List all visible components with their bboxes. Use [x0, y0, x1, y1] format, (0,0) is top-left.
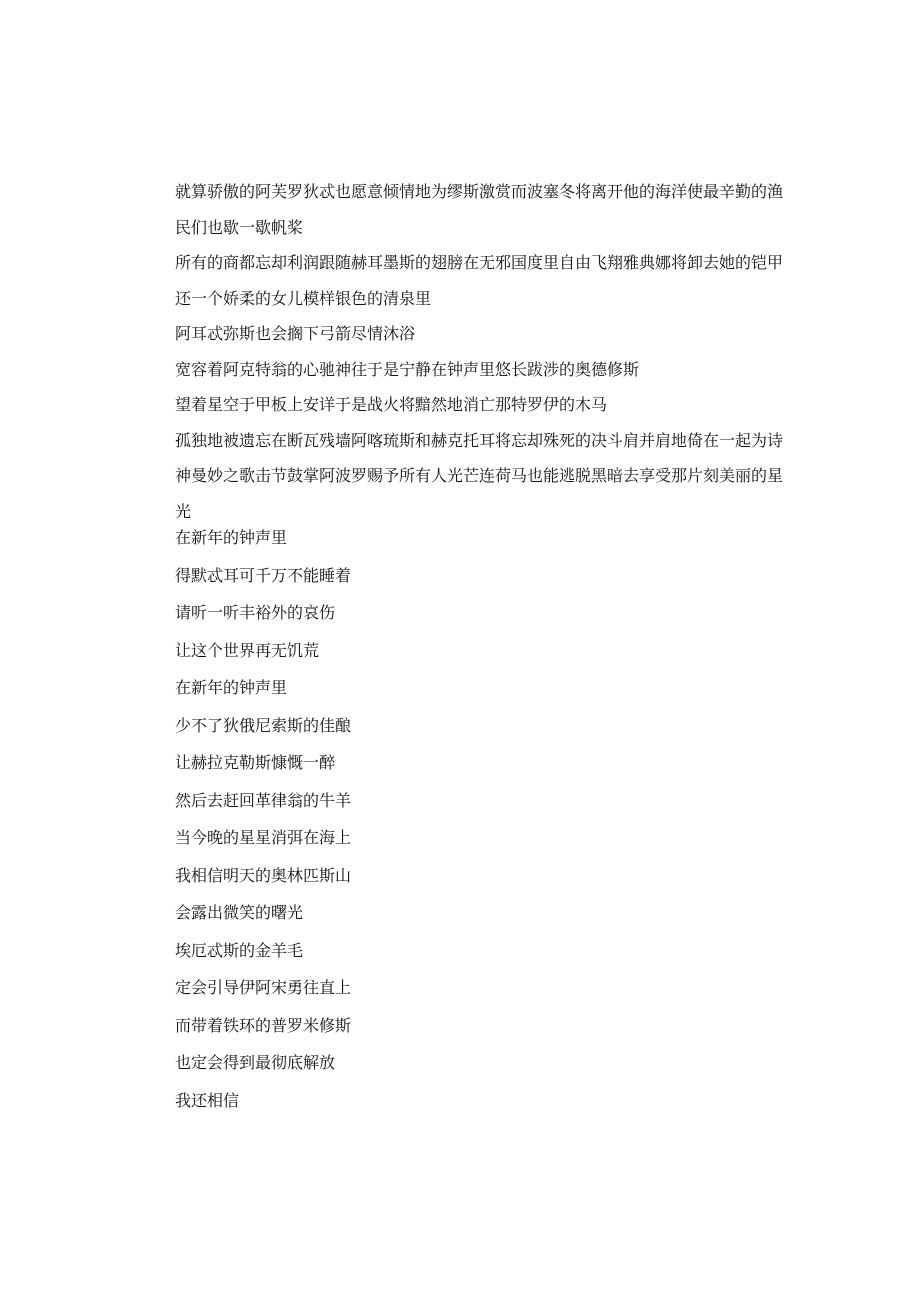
poem-line: 当今晚的星星消弭在海上	[175, 828, 352, 847]
paragraph-5: 望着星空于甲板上安详于是战火将黯然地消亡那特罗伊的木马	[175, 395, 608, 414]
poem-line: 得默忒耳可千万不能睡着	[175, 565, 352, 585]
paragraph-2: 所有的商都忘却利润跟随赫耳墨斯的翅膀在无邪国度里自由飞翔雅典娜将卸去她的铠甲还一个娇柔的女儿模样银色的清泉里	[175, 253, 784, 308]
poem-lines	[175, 529, 790, 1129]
poem-line: 定会引导伊阿宋勇往直上	[175, 978, 352, 997]
poem-line: 埃厄忒斯的金羊毛	[175, 940, 304, 960]
document-body	[175, 174, 790, 1129]
poem-line: 在新年的钟声里	[175, 528, 288, 547]
poem-line: 也定会得到最彻底解放	[175, 1053, 336, 1072]
paragraph-1: 就算骄傲的阿芙罗狄忒也愿意倾情地为缪斯激赏而波塞冬将离开他的海洋使最辛勤的渔民们也歇一歇帆桨	[175, 182, 784, 237]
poem-line: 让赫拉克勒斯慷慨一醉	[175, 753, 336, 772]
poem-line: 我相信明天的奥林匹斯山	[175, 865, 352, 885]
poem-line: 在新年的钟声里	[175, 678, 288, 697]
paragraph-3: 阿耳忒弥斯也会搁下弓箭尽情沐浴	[175, 324, 416, 343]
poem-line: 然后去赶回革律翁的牛羊	[175, 790, 352, 810]
paragraph-6: 孤独地被遗忘在断瓦残墙阿喀琉斯和赫克托耳将忘却殊死的决斗肩并肩地倚在一起为诗神曼妙之歌击节鼓掌阿波罗赐予所有人光芒连荷马也能逃脱黑暗去享受那片刻美丽的星光	[175, 430, 784, 521]
poem-line: 少不了狄俄尼索斯的佳酿	[175, 715, 352, 735]
poem-line: 我还相信	[175, 1090, 240, 1110]
paragraph-4: 宽容着阿克特翁的心驰神往于是宁静在钟声里悠长跋涉的奥德修斯	[175, 359, 640, 379]
poem-line: 让这个世界再无饥荒	[175, 640, 320, 660]
poem-line: 而带着铁环的普罗米修斯	[175, 1015, 352, 1035]
poem-line: 请听一听丰裕外的哀伤	[175, 603, 336, 622]
poem-line: 会露出微笑的曙光	[175, 903, 304, 922]
